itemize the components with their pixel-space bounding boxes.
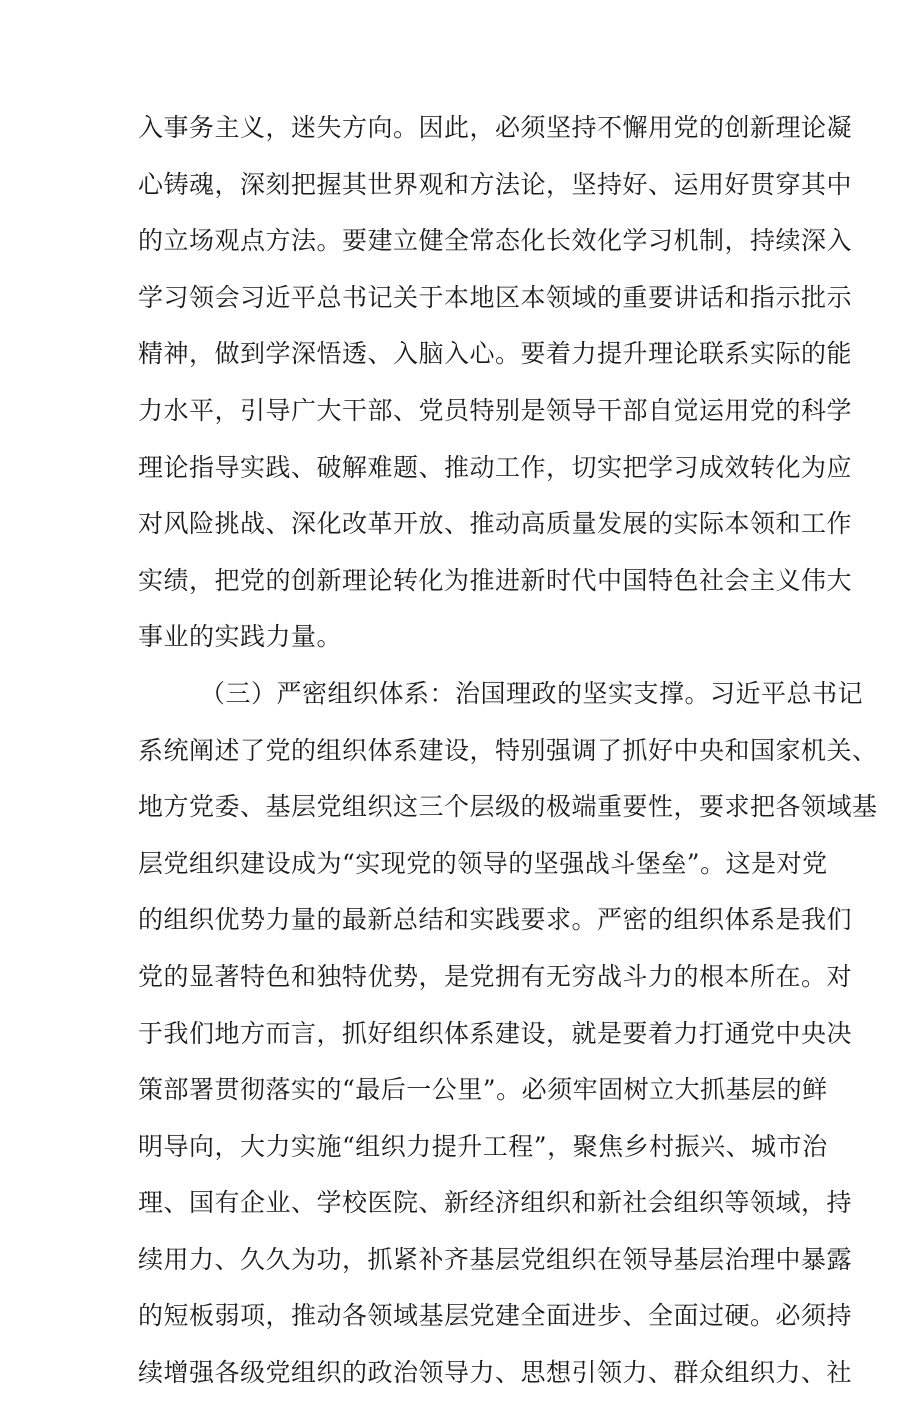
text-line: 的组织优势力量的最新总结和实践要求。严密的组织体系是我们 bbox=[138, 905, 853, 935]
text-line: 心铸魂，深刻把握其世界观和方法论，坚持好、运用好贯穿其中 bbox=[138, 169, 853, 199]
text-line: 党的显著特色和独特优势，是党拥有无穷战斗力的根本所在。对 bbox=[138, 961, 853, 991]
text-line: 续用力、久久为功，抓紧补齐基层党组织在领导基层治理中暴露 bbox=[138, 1244, 853, 1274]
paragraph-end-line: 事业的实践力量。 bbox=[138, 622, 343, 652]
text-line: 地方党委、基层党组织这三个层级的极端重要性，要求把各领域基 bbox=[138, 792, 878, 822]
text-line: 于我们地方而言，抓好组织体系建设，就是要着力打通党中央决 bbox=[138, 1018, 853, 1048]
text-line: 层党组织建设成为“实现党的领导的坚强战斗堡垒”。这是对党 bbox=[138, 848, 828, 878]
text-line: 的立场观点方法。要建立健全常态化长效化学习机制，持续深入 bbox=[138, 226, 853, 256]
text-line: 续增强各级党组织的政治领导力、思想引领力、群众组织力、社 bbox=[138, 1358, 853, 1388]
text-line: 入事务主义，迷失方向。因此，必须坚持不懈用党的创新理论凝 bbox=[138, 113, 853, 142]
text-line: 系统阐述了党的组织体系建设，特别强调了抓好中央和国家机关、 bbox=[138, 735, 878, 765]
text-line: 精神，做到学深悟透、入脑入心。要着力提升理论联系实际的能 bbox=[138, 339, 853, 369]
text-line: 学习领会习近平总书记关于本地区本领域的重要讲话和指示批示 bbox=[138, 282, 853, 312]
text-line: 实绩，把党的创新理论转化为推进新时代中国特色社会主义伟大 bbox=[138, 565, 853, 595]
text-line: 策部署贯彻落实的“最后一公里”。必须牢固树立大抓基层的鲜 bbox=[138, 1075, 828, 1105]
text-line: 对风险挑战、深化改革开放、推动高质量发展的实际本领和工作 bbox=[138, 509, 853, 539]
text-line: 力水平，引导广大干部、党员特别是领导干部自觉运用党的科学 bbox=[138, 395, 853, 425]
text-line: 理论指导实践、破解难题、推动工作，切实把学习成效转化为应 bbox=[138, 452, 853, 482]
text-line: 的短板弱项，推动各领域基层党建全面进步、全面过硬。必须持 bbox=[138, 1301, 853, 1331]
body-text bbox=[138, 100, 878, 1402]
text-line: 明导向，大力实施“组织力提升工程”，聚焦乡村振兴、城市治 bbox=[138, 1131, 828, 1161]
text-line: 理、国有企业、学校医院、新经济组织和新社会组织等领域，持 bbox=[138, 1188, 853, 1218]
section-heading-line: （三）严密组织体系：治国理政的坚实支撑。习近平总书记 bbox=[200, 678, 864, 708]
